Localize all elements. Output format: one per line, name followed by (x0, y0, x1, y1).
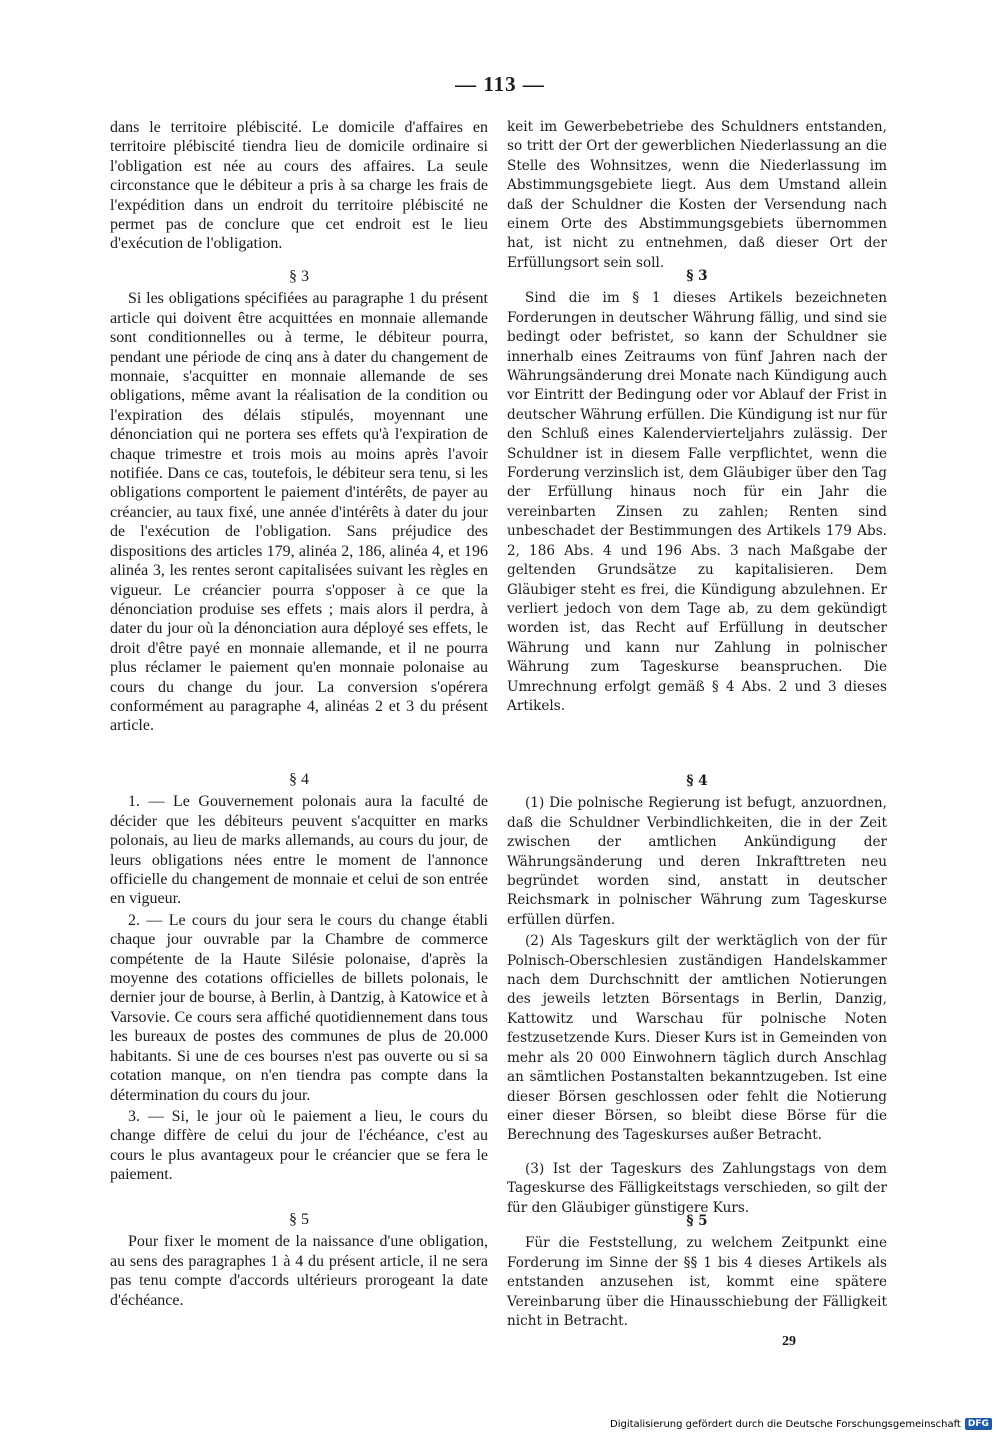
german-s5-title: § 5 (686, 1213, 708, 1229)
page-number: — 113 — (455, 72, 545, 96)
french-s4-p3: 3. — Si, le jour où le paiement a lieu, le cours du change diffère de celui du jour de l'échéance, c'est au cours le plus avantageux pour le créancier que se fera le paiement. (110, 1107, 488, 1184)
german-s4-title: § 4 (686, 773, 708, 789)
german-section-5 (507, 1212, 887, 1331)
german-s4-p1: (1) Die polnische Regierung ist befugt, anzuordnen, daß die Schuldner Verbindlichkeiten, die in der Zeit zwischen der amtlichen Ankündigung der Währungsänderung und deren Inkrafttreten neu begründet worden sind, anstatt in deutscher Reichsmark in polnischer Währung zum Tageskurse erfüllen dürfen. (507, 795, 887, 928)
french-s4-title: § 4 (289, 771, 309, 788)
french-section-5 (110, 1210, 488, 1310)
german-intro-block (507, 118, 887, 273)
german-s3-title: § 3 (686, 268, 708, 284)
sheet-number: 29 (782, 1334, 796, 1349)
footer-text: Digitalisierung gefördert durch die Deutsche Forschungsgemeinschaft (610, 1418, 961, 1430)
french-s3-title: § 3 (289, 268, 309, 285)
german-s4-p3: (3) Ist der Tageskurs des Zahlungstags von dem Tageskurse des Fälligkeitstags verschieden, so gilt der für den Gläubiger günstigere Kurs. (507, 1160, 887, 1216)
german-section-4 (507, 772, 887, 1218)
digitization-footer (610, 1418, 992, 1430)
french-intro: dans le territoire plébiscité. Le domicile d'affaires en territoire plébiscité tiendra lieu de domicile ordinaire si l'obligation est née au cours des affaires. La seule circonstance que le débiteur a pris à sa charge les frais de l'expédition dans un endroit du territoire plébiscité ne permet pas de conclure que cet endroit est le lieu d'exécution de l'obligation. (110, 119, 488, 253)
german-s3-text: Sind die im § 1 dieses Artikels bezeichneten Forderungen in deutscher Währung fällig, und sind sie bedingt oder befristet, so kann der Schuldner sie innerhalb eines Zeitraums von fünf Jahren nach der Währungsänderung drei Monate nach Kündigung auch vor Eintritt der Bedingung oder vor Ablauf der Frist in deutscher Währung erfüllen. Die Kündigung ist nur für den Schluß eines Kalendervierteljahrs zulässig. Der Schuldner ist in diesem Falle verpflichtet, wenn die Forderung verzinslich ist, dem Gläubiger über den Tag der Erfüllung hinaus noch für ein Jahr die vereinbarten Zinsen zu zahlen; Renten sind unbeschadet der Bestimmungen des Artikels 179 Abs. 2, 186 Abs. 4 und 196 Abs. 3 nach Maßgabe der geltenden Grundsätze zu kapitalisieren. Dem Gläubiger steht es frei, die Kündigung abzulehnen. Er verliert jedoch von dem Tage ab, zu dem gekündigt worden ist, das Recht auf Erfüllung in deutscher Währung und kann nur Zahlung in polnischer Währung zum Tageskurse beanspruchen. Die Umrechnung erfolgt gemäß § 4 Abs. 2 und 3 dieses Artikels. (507, 290, 887, 714)
french-s3-text: Si les obligations spécifiées au paragraphe 1 du présent article qui doivent être acquittées en monnaie allemande sont conditionnelles ou à terme, le débiteur pourra, pendant une période de cinq ans à dater du changement de monnaie, s'acquitter en monnaie allemande de ses obligations, même avant la réalisation de la condition ou l'expiration des délais stipulés, moyennant une dénonciation qui ne portera ses effets qu'à l'expiration de chaque trimestre et trois mois au moins après l'avoir notifiée. Dans ce cas, toutefois, le débiteur sera tenu, si les obligations comportent le paiement d'intérêts, de payer au créancier, au taux fixé, une année d'intérêts à dater du jour de l'exécution de l'obligation. Sans préjudice des dispositions des articles 179, alinéa 2, 186, alinéa 4, et 196 alinéa 3, les rentes seront capitalisées suivant les règles en vigueur. Le créancier pourra s'opposer à ce que la dénonciation produise ses effets ; mais alors il perdra, à dater du jour où la dénonciation aura déployé ses effets, le droit d'être payé en monnaie allemande, et il ne pourra plus réclamer le paiement qu'en monnaie polonaise au cours du change du jour. La conversion s'opérera conformément au paragraphe 4, alinéas 2 et 3 du présent article. (110, 290, 488, 735)
german-intro: keit im Gewerbebetriebe des Schuldners entstanden, so tritt der Ort der gewerblichen Niederlassung an die Stelle des Wohnsitzes, wenn die Niederlassung im Abstimmungsgebiete liegt. Aus dem Umstand allein daß der Schuldner die Kosten der Versendung nach einem Orte des Abstimmungsgebiets übernommen hat, ist nicht zu entnehmen, daß dieser Ort der Erfüllungsort sein soll. (507, 119, 887, 271)
german-section-3 (507, 267, 887, 716)
dfg-logo-icon: DFG (965, 1418, 992, 1430)
french-intro-block (110, 118, 488, 254)
french-s4-p1: 1. — Le Gouvernement polonais aura la faculté de décider que les débiteurs peuvent s'acquitter en marks polonais, au lieu de marks allemands, au cours du jour, de leurs obligations nées entre le moment de l'annonce officielle du changement de monnaie et celui de son entrée en vigueur. (110, 793, 488, 908)
french-section-3 (110, 267, 488, 736)
french-s5-text: Pour fixer le moment de la naissance d'une obligation, au sens des paragraphes 1 à 4 du présent article, il ne sera pas tenu compte d'accords ultérieurs prorogeant la date d'échéance. (110, 1233, 488, 1309)
german-s5-text: Für die Feststellung, zu welchem Zeitpunkt eine Forderung im Sinne der §§ 1 bis 4 dieses Artikels als entstanden anzusehen ist, kommt eine spätere Vereinbarung über die Hinausschiebung der Fälligkeit nicht in Betracht. (507, 1235, 887, 1330)
german-s4-p2: (2) Als Tageskurs gilt der werktäglich von der für Polnisch-Oberschlesien zuständigen Handelskammer nach dem Durchschnitt der amtlichen Notierungen des jeweils letzten Börsentags in Berlin, Danzig, Kattowitz und Warschau für polnische Noten festzusetzende Kurs. Dieser Kurs ist in Gemeinden von mehr als 20 000 Einwohnern täglich durch Anschlag an sämtlichen Postanstalten bekanntzugeben. Ist eine dieser Börsen geschlossen oder fehlt die Notierung einer dieser Börsen, so bleibt diese Börse für die Berechnung des Tageskurses außer Betracht. (507, 933, 887, 1144)
french-s4-p2: 2. — Le cours du jour sera le cours du change établi chaque jour ouvrable par la Chambre de commerce compétente de la Haute Silésie polonaise, d'après la moyenne des cotations officielles de billets polonais, le dernier jour de bourse, à Berlin, à Dantzig, à Katowice et à Varsovie. Ce cours sera affiché quotidiennement dans tous les bureaux de postes des communes de plus de 20.000 habitants. Si une de ces bourses n'est pas ouverte ou si sa cotation manque, on n'en tiendra pas compte dans la détermination du cours du jour. (110, 911, 488, 1104)
french-s5-title: § 5 (289, 1211, 309, 1228)
french-section-4 (110, 770, 488, 1185)
